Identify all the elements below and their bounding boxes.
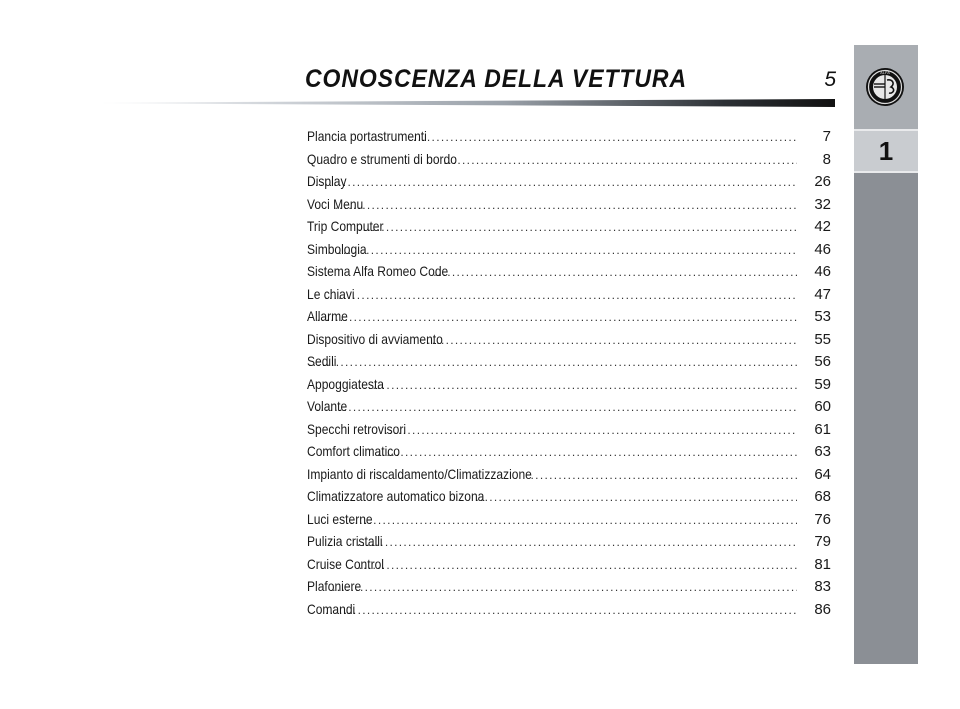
toc-entry-label: Impianto di riscaldamento/Climatizzazione: [307, 465, 532, 482]
toc-dot-leader: [345, 508, 797, 531]
side-tab-divider: [854, 171, 918, 173]
chapter-title: CONOSCENZA DELLA VETTURA: [305, 65, 687, 93]
toc-dot-leader: [324, 283, 797, 306]
toc-entry[interactable]: [307, 575, 831, 598]
toc-entry-page: 68: [814, 488, 831, 505]
toc-dot-leader: [316, 395, 797, 418]
page-number: 5: [824, 68, 836, 91]
toc-entry-label: Dispositivo di avviamento: [307, 330, 443, 347]
toc-dot-leader: [332, 575, 797, 598]
toc-entry-page: 56: [814, 353, 831, 370]
toc-dot-leader: [443, 148, 797, 171]
table-of-contents: [307, 125, 831, 620]
toc-entry-page: 32: [814, 195, 831, 213]
toc-entry-page: 46: [814, 240, 831, 258]
toc-entry-page: 8: [822, 150, 831, 168]
toc-entry[interactable]: [307, 193, 831, 216]
header-rule: [100, 99, 835, 107]
toc-entry-page: 60: [814, 398, 831, 415]
toc-entry-page: 42: [814, 218, 831, 235]
toc-dot-leader: [338, 238, 797, 261]
chapter-number: 1: [878, 136, 894, 166]
toc-entry-label: Volante: [307, 398, 348, 414]
toc-entry-page: 83: [814, 578, 831, 595]
toc-dot-leader: [317, 305, 797, 328]
toc-dot-leader: [531, 463, 797, 486]
toc-entry-page: 26: [814, 173, 831, 190]
toc-entry[interactable]: [307, 440, 831, 463]
toc-entry-page: 46: [814, 263, 831, 280]
toc-entry[interactable]: [307, 350, 831, 373]
toc-entry-label: Climatizzatore automatico bizona: [307, 488, 485, 504]
toc-entry[interactable]: [307, 238, 831, 261]
toc-entry[interactable]: [307, 553, 831, 576]
toc-entry-label: Voci Menu: [307, 195, 364, 212]
toc-dot-leader: [377, 440, 797, 463]
toc-dot-leader: [427, 328, 797, 351]
toc-entry[interactable]: [307, 305, 831, 328]
toc-entry[interactable]: [307, 373, 831, 396]
toc-entry-page: 53: [814, 308, 831, 325]
toc-dot-leader: [358, 215, 797, 238]
toc-entry-label: Appoggiatesta: [307, 375, 384, 392]
toc-entry-label: Cruise Control: [307, 555, 384, 572]
toc-entry-label: Comfort climatico: [307, 443, 401, 459]
toc-entry-page: 79: [814, 533, 831, 550]
toc-dot-leader: [433, 260, 797, 283]
toc-entry-label: Pulizia cristalli: [307, 533, 383, 549]
svg-text:ALFA: ALFA: [880, 70, 890, 76]
toc-entry-label: Allarme: [307, 308, 348, 324]
toc-dot-leader: [325, 598, 797, 621]
toc-entry-label: Trip Computer: [307, 218, 384, 234]
toc-dot-leader: [475, 485, 797, 508]
toc-entry[interactable]: [307, 530, 831, 553]
toc-entry[interactable]: [307, 148, 831, 171]
toc-entry[interactable]: [307, 215, 831, 238]
toc-entry[interactable]: [307, 283, 831, 306]
toc-entry-label: Plancia portastrumenti: [307, 128, 427, 144]
toc-dot-leader: [357, 530, 797, 553]
toc-dot-leader: [384, 418, 797, 441]
toc-entry[interactable]: [307, 418, 831, 441]
toc-entry[interactable]: [307, 125, 831, 148]
toc-dot-leader: [334, 193, 797, 216]
toc-entry-label: Specchi retrovisori: [307, 420, 407, 437]
toc-entry[interactable]: [307, 598, 831, 621]
toc-entry-label: Simbologia: [307, 240, 367, 257]
toc-entry-page: 81: [814, 555, 831, 573]
toc-dot-leader: [307, 350, 797, 373]
toc-entry[interactable]: [307, 328, 831, 351]
toc-entry[interactable]: [307, 260, 831, 283]
toc-entry-page: 55: [814, 330, 831, 348]
toc-entry-page: 86: [814, 600, 831, 618]
toc-dot-leader: [359, 553, 797, 576]
toc-entry-label: Luci esterne: [307, 510, 373, 527]
toc-entry[interactable]: [307, 485, 831, 508]
alfa-romeo-badge-icon: [865, 67, 905, 107]
toc-dot-leader: [315, 170, 797, 193]
toc-entry[interactable]: [307, 170, 831, 193]
toc-entry-label: Sedili: [307, 353, 337, 369]
toc-entry-page: 63: [814, 443, 831, 460]
toc-entry-page: 61: [814, 420, 831, 438]
toc-entry-label: Quadro e strumenti di bordo: [307, 150, 457, 167]
toc-entry-page: 7: [822, 128, 831, 145]
toc-entry-page: 76: [814, 510, 831, 528]
toc-entry-label: Plafoniere: [307, 578, 362, 594]
toc-entry-label: Display: [307, 173, 347, 189]
toc-entry[interactable]: [307, 508, 831, 531]
toc-dot-leader: [408, 125, 797, 148]
toc-entry-page: 59: [814, 375, 831, 393]
toc-entry-label: Comandi: [307, 600, 356, 617]
toc-entry[interactable]: [307, 463, 831, 486]
toc-dot-leader: [359, 373, 797, 396]
toc-entry-label: Le chiavi: [307, 285, 355, 302]
toc-entry-page: 47: [814, 285, 831, 303]
toc-entry-label: Sistema Alfa Romeo Code: [307, 263, 449, 279]
toc-entry-page: 64: [814, 465, 831, 483]
toc-entry[interactable]: [307, 395, 831, 418]
